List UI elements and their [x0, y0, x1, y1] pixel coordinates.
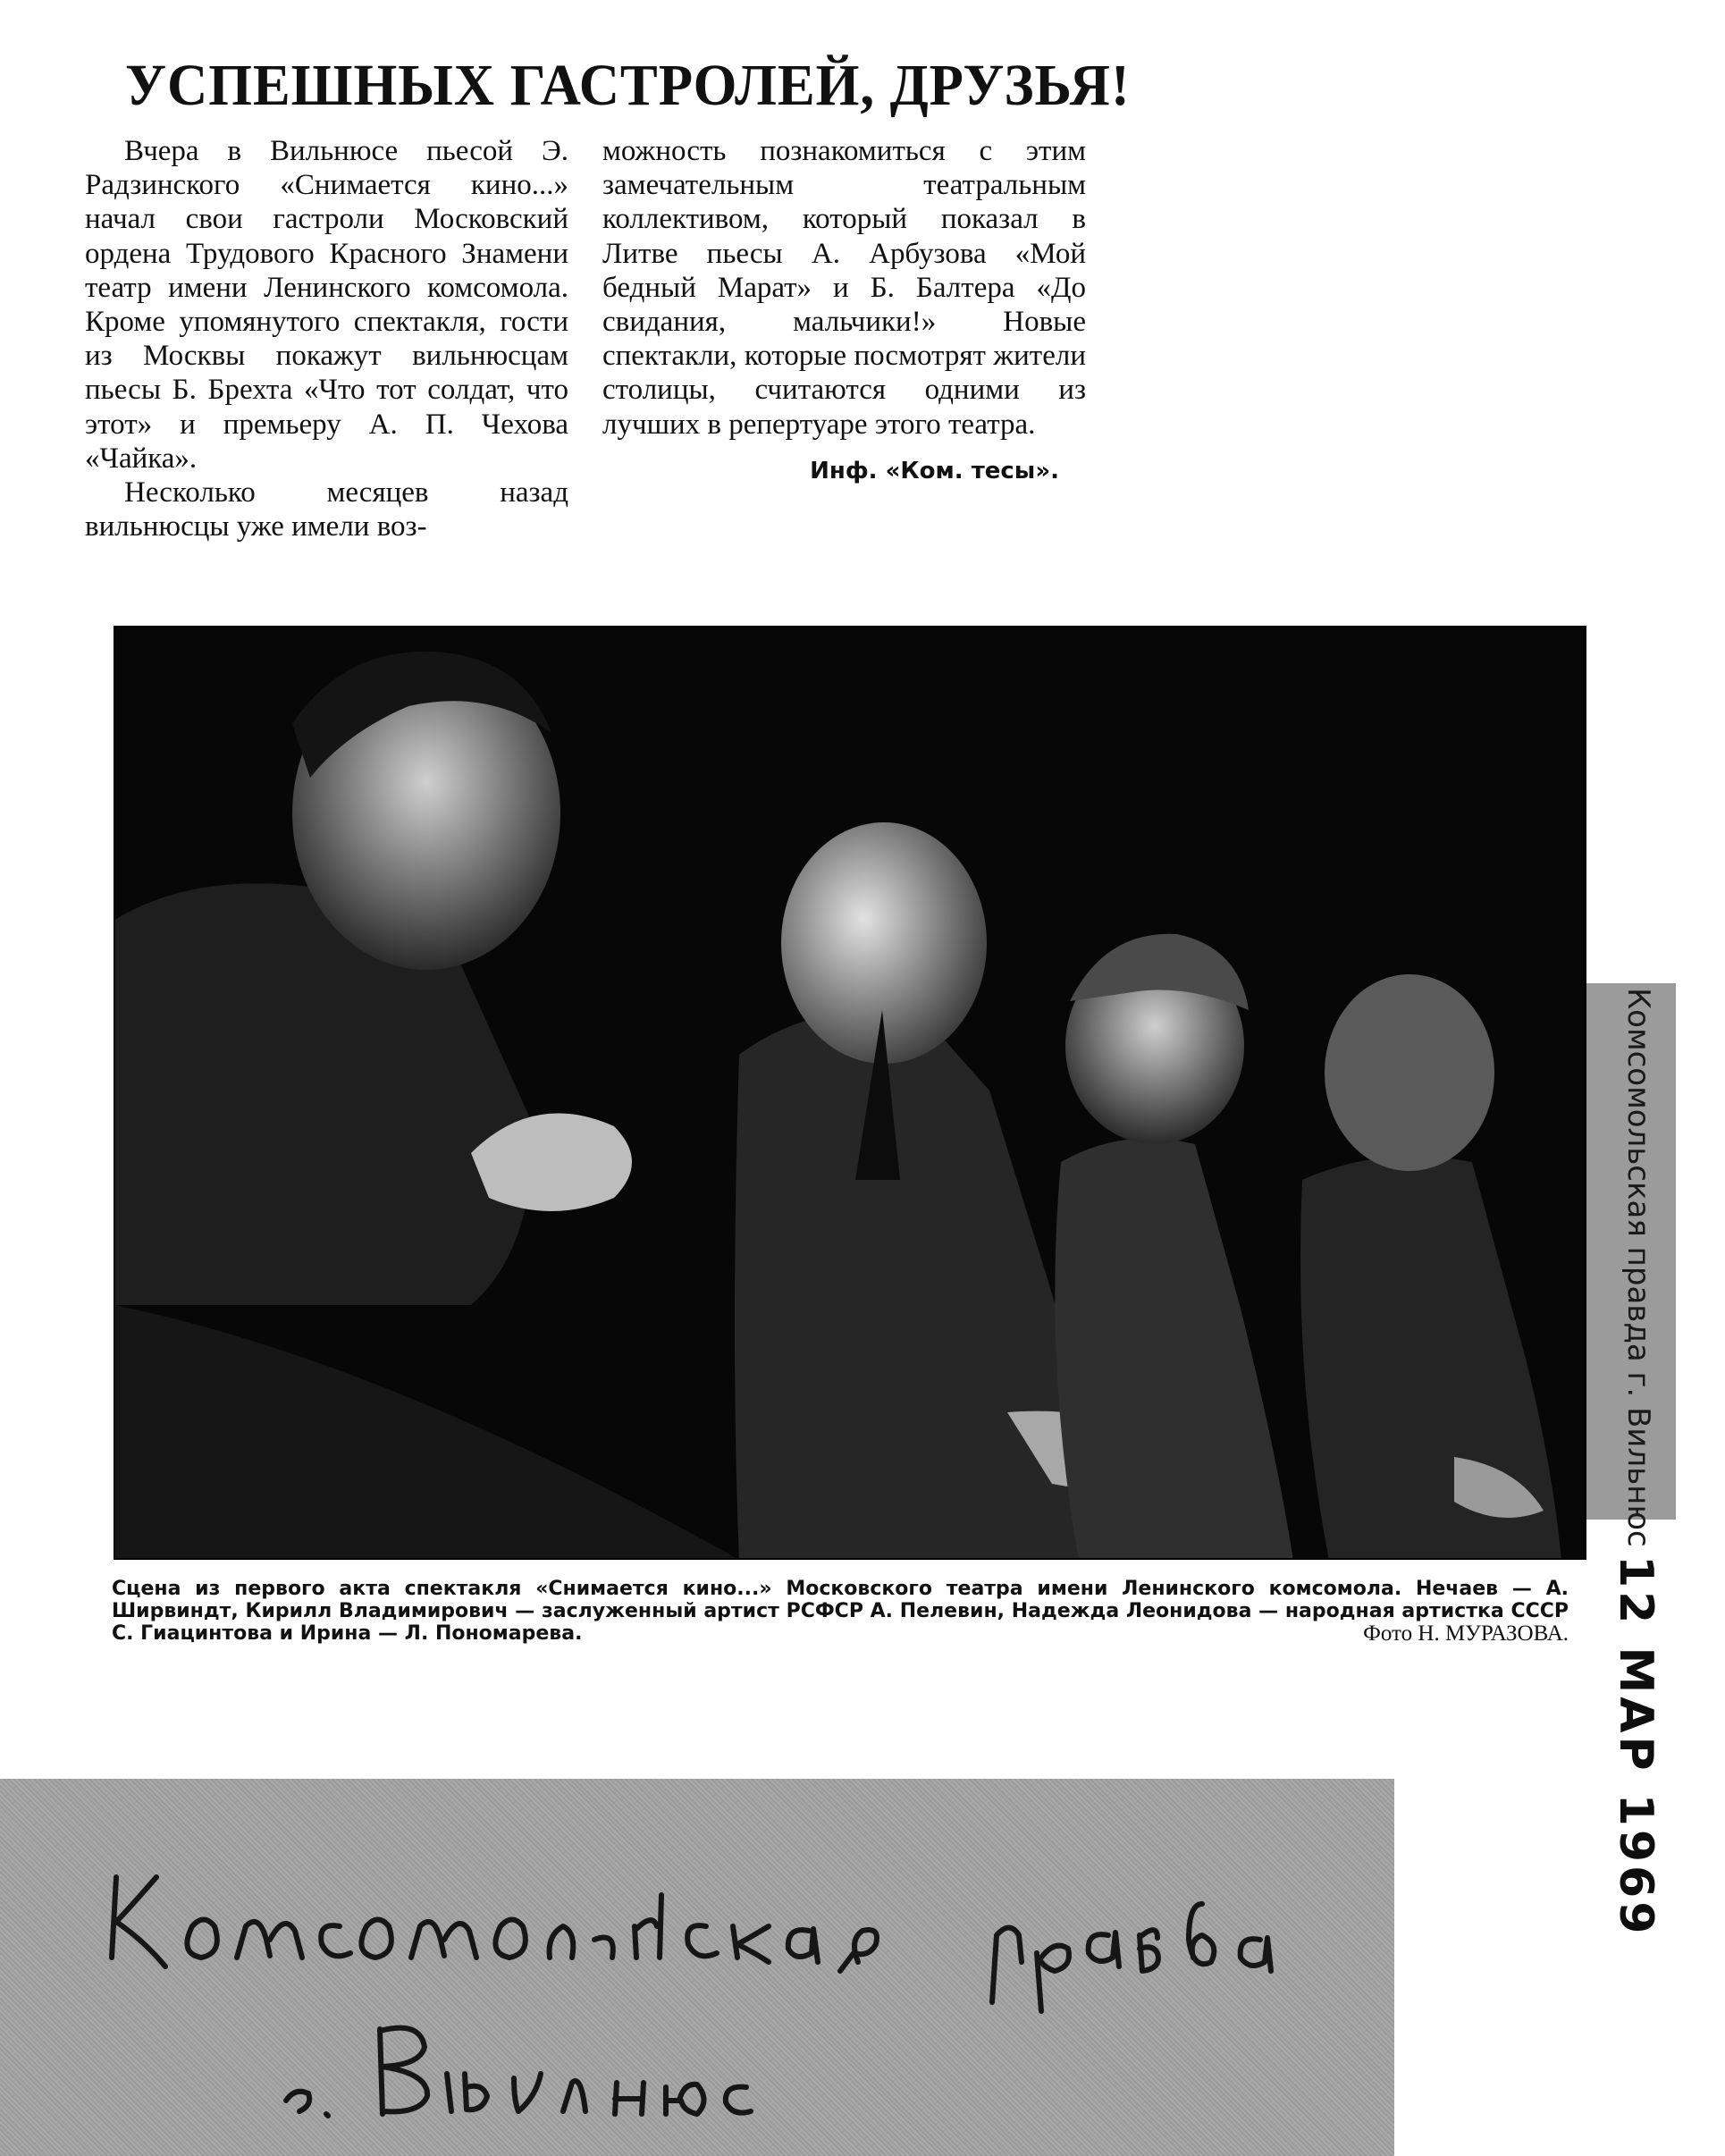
stamp-newspaper-title: Комсомольская правда	[1620, 988, 1656, 1362]
handwriting-drawing	[0, 1779, 1394, 2156]
handwritten-note	[0, 1779, 1394, 2156]
article-paragraph: можность познакомиться с этим замечательным театральным коллективом, который показал в Литве пьесы А. Арбузова «Мой бедный Марат» и Б. Балтера «До свидания, мальчики!» Новые спектакли, которые посмотрят жители столицы, считаются одними из лучших в репертуаре этого театра.	[602, 135, 1086, 441]
photo-credit: Фото Н. МУРАЗОВА.	[1363, 1621, 1569, 1646]
article-column-2	[602, 134, 1086, 599]
photo-illustration	[114, 626, 1586, 1560]
stamp-newspaper-name	[1620, 988, 1656, 1547]
photo-caption	[112, 1578, 1569, 1645]
article-source: Инф. «Ком. тесы».	[810, 457, 1059, 484]
article-column-1	[85, 134, 568, 599]
article-paragraph: Несколько месяцев назад вильнюсцы уже имели воз-	[85, 476, 568, 543]
caption-text: Сцена из первого акта спектакля «Снимается кино...» Московского театра имени Ленинского комсомола. Нечаев — А. Ширвиндт, Кирилл Владимирович — заслуженный артист РСФСР А. Пелевин, Надежда Леонидова — народная артистка СССР С. Гиацинтова и Ирина — Л. Пономарева.	[112, 1578, 1569, 1645]
theatre-scene-photo	[114, 626, 1586, 1560]
stamp-date: 12 МАР 1969	[1609, 1555, 1662, 1938]
stamp-city: г. Вильнюс	[1620, 1371, 1656, 1547]
headline: УСПЕШНЫХ ГАСТРОЛЕЙ, ДРУЗЬЯ!	[125, 53, 1131, 118]
article-body	[85, 134, 1086, 599]
article-paragraph: Вчера в Вильнюсе пьесой Э. Радзинского «Снимается кино...» начал свои гастроли Московский ордена Трудового Красного Знамени театр имени Ленинского комсомола. Кроме упомянутого спектакля, гости из Москвы покажут вильнюсцам пьесы Б. Брехта «Что тот солдат, что этот» и премьеру А. П. Чехова «Чайка».	[85, 135, 568, 475]
